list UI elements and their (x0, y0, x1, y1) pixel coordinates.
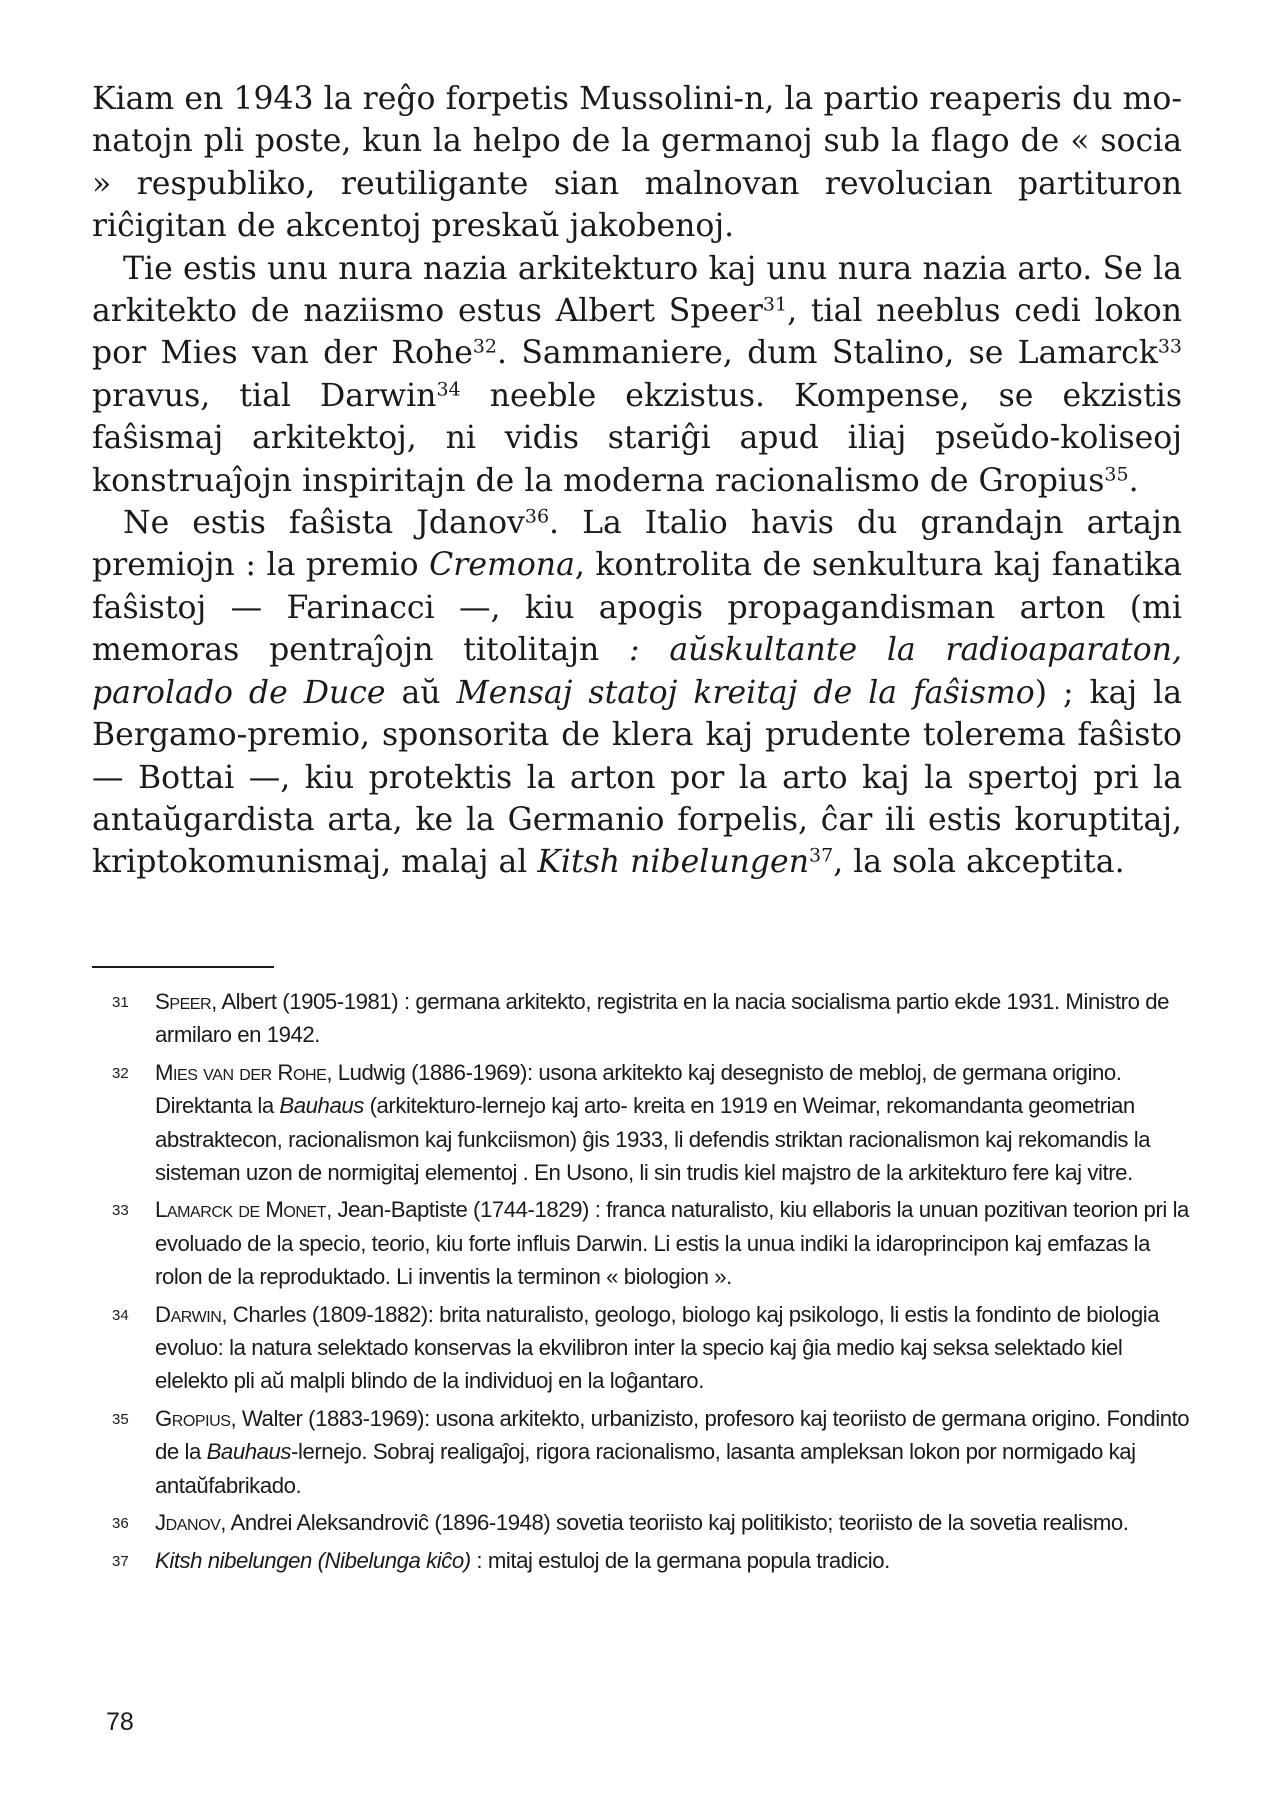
italic-painting-title: Mensaj statoj kreitaj de la faŝismo (456, 674, 1035, 711)
footnote-number: 31 (112, 994, 129, 1011)
footnote-ref-37[interactable]: 37 (809, 844, 834, 867)
main-text (92, 78, 1182, 884)
paragraph-2-text: . Sammaniere, dum Stalino, se Lamarck (497, 335, 1158, 372)
footnote-34 (112, 1298, 1192, 1398)
footnote-ref-35[interactable]: 35 (1104, 463, 1129, 486)
footnote-text: , Walter (1883-1969): usona arkitekto, urbanizisto, profesoro kaj teoriisto de germana origino. Fondinto de la (155, 1405, 1190, 1465)
footnote-text: , Andrei Aleksandroviĉ (1896-1948) sovetia teoriisto kaj politikisto; teoriisto de la sovetia realismo. (220, 1510, 1129, 1536)
footnote-ref-34[interactable]: 34 (436, 378, 461, 401)
footnote-text: , Ludwig (1886-1969): usona arkitekto kaj desegnisto de mebloj, de germana origino. Direktanta la (155, 1059, 1122, 1119)
footnote-33 (112, 1193, 1192, 1293)
footnote-italic: Kitsh nibelungen (Nibelunga kiĉo) (155, 1547, 471, 1573)
footnote-text: , Albert (1905-1981) : germana arkitekto, registrita en la nacia socialisma partio ekde 1931. Ministro de armilaro en 1942. (155, 989, 1169, 1048)
footnote-ref-32[interactable]: 32 (472, 336, 498, 358)
footnote-36 (112, 1506, 1192, 1539)
footnotes (112, 985, 1192, 1581)
footnote-37 (112, 1544, 1192, 1577)
footnote-text: -lernejo. Sobraj realigaĵoj, rigora racionalismo, lasanta ampleksan lokon por normigado kaj antaŭfabrikado. (155, 1439, 1136, 1498)
footnote-ref-31[interactable]: 31 (762, 293, 788, 316)
paragraph-3-text: , la sola akceptita. (833, 844, 1125, 881)
footnote-name: Speer (155, 989, 212, 1014)
footnote-italic: Bauhaus (279, 1093, 364, 1119)
footnote-name: Lamarck de Monet (155, 1197, 327, 1223)
italic-painting-title: : aŭskultante la radioaparaton, parolado de Duce (92, 632, 1182, 711)
footnote-number: 34 (112, 1306, 129, 1324)
footnote-35 (112, 1402, 1192, 1502)
paragraph-3 (92, 502, 1182, 884)
paragraph-2-text: neeble ekzistus. Kompense, se ekzistis faŝismaj arkitektoj, ni vidis stariĝi apud iliaj pseŭdo-koliseoj konstruaĵojn inspiritajn de la moderna racionalismo de Gropius (92, 377, 1182, 499)
paragraph-3-text: aŭ (385, 674, 457, 711)
footnote-name: Darwin (155, 1301, 222, 1327)
footnote-number: 33 (112, 1202, 129, 1220)
footnote-ref-33[interactable]: 33 (1157, 336, 1182, 358)
footnote-divider (92, 966, 274, 968)
paragraph-2 (92, 248, 1182, 502)
italic-kitsh: Kitsh nibelungen (537, 844, 809, 881)
paragraph-1: Kiam en 1943 la reĝo forpetis Mussolini-n, la partio reaperis du mo-natojn pli poste, kun la helpo de la germanoj sub la flago de « socia » respubliko, reutiligante sian malnovan revolucian partituron riĉigitan de akcentoj preskaŭ jakobenoj. (92, 81, 1182, 245)
footnote-text: (arkitekturo-lernejo kaj arto- kreita en 1919 en Weimar, rekomandanta geometrian abstraktecon, racionalismon kaj funkciismon) ĝis 1933, li defendis striktan racionalismon kaj rekomandis la sisteman uzon de normigitaj elementoj . En Usono, li sin trudis kiel majstro de la arkitekturo fere kaj vitre. (155, 1093, 1151, 1186)
paragraph-2-text: pravus, tial Darwin (92, 377, 437, 414)
footnote-name: Mies van der Rohe (155, 1059, 327, 1085)
footnote-text: , Charles (1809-1882): brita naturalisto, geologo, biologo kaj psikologo, li estis la fondinto de biologia evoluo: la natura selektado konservas la ekvilibron inter la specio kaj ĝia medio kaj seksa selektado kiel elelekto pli aŭ malpli blindo de la individuoj en la loĝantaro. (155, 1301, 1160, 1394)
paragraph-3-text: . La Italio havis du grandajn artajn premiojn : la premio (92, 505, 1182, 584)
footnote-name: Gropius (155, 1405, 231, 1431)
paragraph-3-text: Ne estis faŝista Jdanov (123, 505, 525, 542)
footnote-number: 37 (112, 1552, 129, 1570)
page-number: 78 (106, 1708, 134, 1736)
paragraph-2-text: Tie estis unu nura nazia arkitekturo kaj unu nura nazia arto. Se la arkitekto de naziismo estus Albert Speer (92, 250, 1182, 330)
paragraph-2-text: . (1128, 462, 1139, 499)
footnote-text: : mitaj estuloj de la germana popula tradicio. (470, 1547, 890, 1573)
footnote-number: 35 (112, 1410, 129, 1428)
paragraph-3-text: ) ; kaj la Bergamo-premio, sponsorita de klera kaj prudente tolerema faŝisto — Bottai —, kiu protektis la arton por la arto kaj la spertoj pri la antaŭgardista arta, ke la Germanio forpelis, ĉar ili estis koruptitaj, kriptokomunismaj, malaj al (92, 674, 1183, 881)
footnote-name: Jdanov (155, 1510, 221, 1536)
footnote-italic: Bauhaus (206, 1439, 292, 1465)
paragraph-2-text: , tial neeblus cedi lokon por Mies van der Rohe (92, 293, 1182, 372)
footnote-31 (112, 985, 1192, 1052)
footnote-32 (112, 1056, 1192, 1190)
footnote-number: 32 (112, 1064, 129, 1082)
footnote-text: , Jean-Baptiste (1744-1829) : franca naturalisto, kiu ellaboris la unuan pozitivan teorion pri la evoluado de la specio, teorio, kiu forte influis Darwin. Li estis la unua indiki la idaroprincipon kaj emfazas la rolon de la reproduktado. Li inventis la terminon « biologion ». (155, 1197, 1189, 1290)
footnote-number: 36 (112, 1515, 129, 1533)
italic-cremona: Cremona (429, 547, 575, 584)
footnote-ref-36[interactable]: 36 (524, 505, 550, 528)
paragraph-3-text: , kontrolita de senkultura kaj fanatika faŝistoj — Farinacci —, kiu apogis propagandisman arton (mi memoras pentraĵojn titolitajn (92, 547, 1182, 669)
